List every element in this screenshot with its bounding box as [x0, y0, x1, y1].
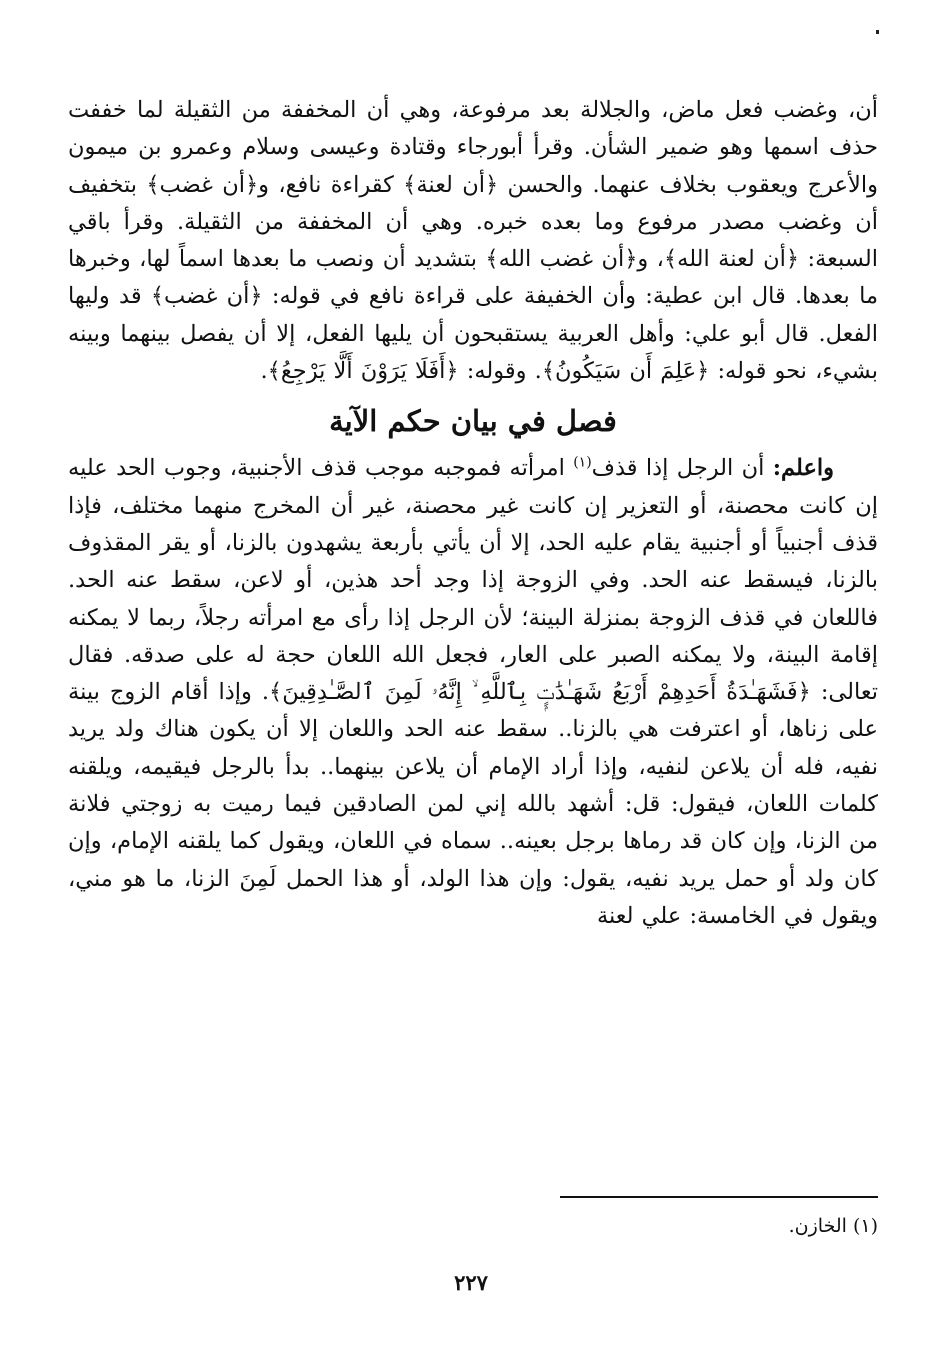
- paragraph-text-after-ref: امرأته فموجبه موجب قذف الأجنبية، وجوب الحد عليه إن كانت محصنة، أو التعزير إن كانت غير محصنة، غير أن المخرج منهما مختلف، فإذا قذف أجنبياً أو أجنبية يقام عليه الحد، إلا أن يأتي بأربعة يشهدون بالزنا، أو يقر المقذوف بالزنا، فيسقط عنه الحد. وفي الزوجة إذا وجد أحد هذين، أو لاعن، سقط عنه الحد. فاللعان في قذف الزوجة بمنزلة البينة؛ لأن الرجل إذا رأى مع امرأته رجلاً، ربما لا يمكنه إقامة البينة، ولا يمكنه الصبر على العار، فجعل الله اللعان حجة له على صدقه. فقال تعالى: ﴿فَشَهَـٰدَةُ أَحَدِهِمْ أَرْبَعُ شَهَـٰدَٰتٍۭ بِٱللَّهِ ۙ إِنَّهُۥ لَمِنَ ٱلصَّـٰدِقِينَ﴾. وإذا أقام الزوج بينة على زناها، أو اعترفت هي بالزنا.. سقط عنه الحد واللعان إلا أن يكون هناك ولد يريد نفيه، فله أن يلاعن لنفيه، وإذا أراد الإمام أن يلاعن بينهما.. بدأ بالرجل فيقيمه، ويلقنه كلمات اللعان، فيقول: قل: أشهد بالله إني لمن الصادقين فيما رميت به زوجتي فلانة من الزنا، وإن كان قد رماها برجل بعينه.. سماه في اللعان، ويقول كما يلقنه الإمام، وإن كان ولد أو حمل يريد نفيه، يقول: وإن هذا الولد، أو هذا الحمل لَمِنَ الزنا، ما هو مني، ويقول في الخامسة: علي لعنة: [68, 455, 878, 929]
- section-heading: فصل في بيان حكم الآية: [329, 404, 617, 439]
- main-text-block: [68, 92, 878, 935]
- page-number: ٢٢٧: [454, 1270, 488, 1295]
- paragraph-text-before-ref: أن الرجل إذا قذف: [591, 455, 773, 482]
- scan-speck: [876, 30, 879, 34]
- paragraph-lead-word: واعلم:: [772, 455, 834, 482]
- body-paragraph-2: [68, 450, 878, 935]
- footnote-text: (١) الخازن.: [788, 1215, 878, 1237]
- footnote-reference: (١): [573, 454, 592, 471]
- body-paragraph-1: أن، وغضب فعل ماض، والجلالة بعد مرفوعة، وهي أن المخففة من الثقيلة لما خففت حذف اسمها وهو ضمير الشأن. وقرأ أبورجاء وقتادة وعيسى وسلام وعمرو بن ميمون والأعرج ويعقوب بخلاف عنهما. والحسن ﴿أن لعنة﴾ كقراءة نافع، و﴿أن غضب﴾ بتخفيف أن وغضب مصدر مرفوع وما بعده خبره. وهي أن المخففة من الثقيلة. وقرأ باقي السبعة: ﴿أن لعنة الله﴾، و﴿أن غضب الله﴾ بتشديد أن ونصب ما بعدها اسماً لها، وخبرها ما بعدها. قال ابن عطية: وأن الخفيفة على قراءة نافع في قوله: ﴿أن غضب﴾ قد وليها الفعل. قال أبو علي: وأهل العربية يستقبحون أن يليها الفعل، إلا أن يفصل بينهما وبينه بشيء، نحو قوله: ﴿عَلِمَ أَن سَيَكُونُ﴾. وقوله: ﴿أَفَلَا يَرَوْنَ أَلَّا يَرْجِعُ﴾.: [68, 97, 878, 385]
- footnote-divider: [560, 1196, 878, 1198]
